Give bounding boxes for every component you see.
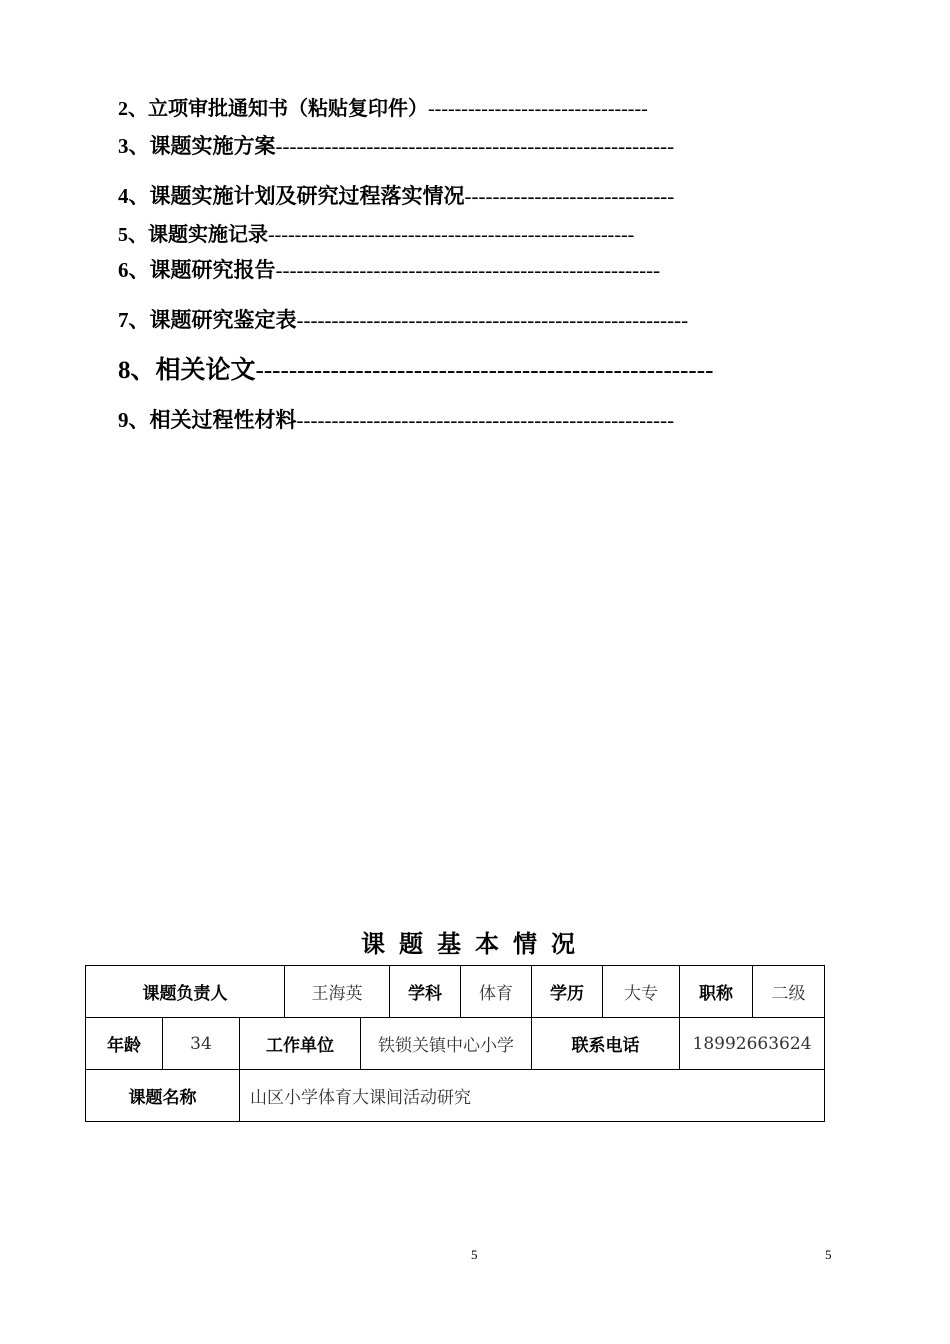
title-label: 职称 [680,966,753,1018]
page-number-right: 5 [825,1247,832,1262]
page-number-center: 5 [471,1247,478,1262]
toc-item: 9、相关过程性材料------------------------------------------------------ [118,408,675,432]
toc-item: 2、立项审批通知书（粘贴复印件）--------------------------------- [118,96,648,120]
table-row [86,1070,825,1122]
phone-label: 联系电话 [532,1018,680,1070]
age-label: 年龄 [86,1018,163,1070]
toc-item: 7、课题研究鉴定表-------------------------------------------------------- [118,308,689,332]
unit-label: 工作单位 [240,1018,361,1070]
basic-info-table [85,965,825,1122]
toc-item: 6、课题研究报告------------------------------------------------------- [118,258,661,282]
topic-value: 山区小学体育大课间活动研究 [240,1070,825,1122]
toc-item: 5、课题实施记录------------------------------------------------------- [118,222,635,246]
leader-label: 课题负责人 [86,966,285,1018]
table-row [86,966,825,1018]
topic-label: 课题名称 [86,1070,240,1122]
toc-item: 4、课题实施计划及研究过程落实情况------------------------------ [118,184,675,208]
toc-item: 3、课题实施方案--------------------------------------------------------- [118,134,675,158]
unit-value: 铁锁关镇中心小学 [361,1018,532,1070]
section-title: 课题基本情况 [361,930,589,958]
table-row [86,1018,825,1070]
education-label: 学历 [532,966,603,1018]
leader-value: 王海英 [285,966,390,1018]
subject-label: 学科 [390,966,461,1018]
subject-value: 体育 [461,966,532,1018]
toc-item: 8、相关论文------------------------------------------------------- [118,355,714,384]
title-value: 二级 [753,966,825,1018]
age-value: 34 [163,1018,240,1070]
phone-value: 18992663624 [680,1018,825,1070]
education-value: 大专 [603,966,680,1018]
